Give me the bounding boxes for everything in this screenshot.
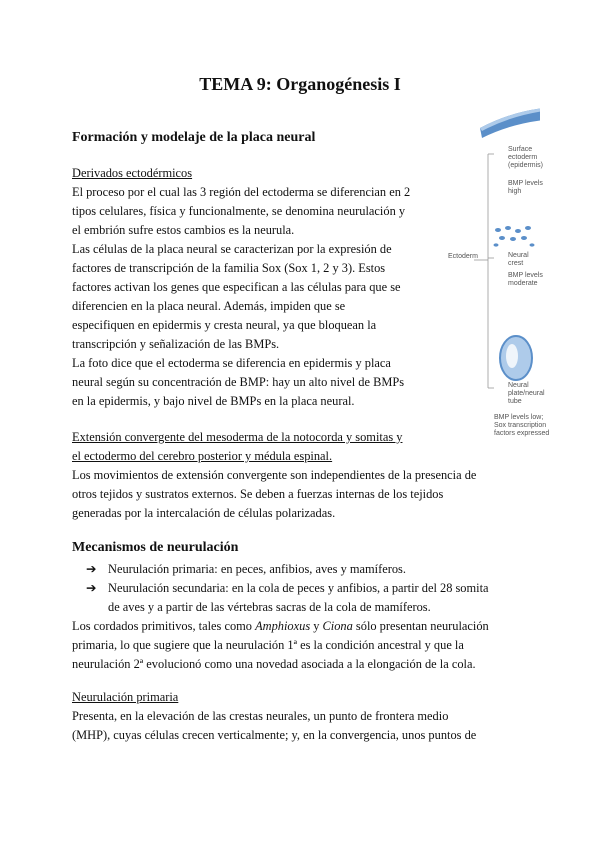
para-line [72,617,489,636]
label-line: moderate [508,280,538,287]
label-neural-crest [508,252,529,268]
para-line: Presenta, en la elevación de las crestas neurales, un punto de frontera medio [72,709,449,723]
section-heading-placa-neural: Formación y modelaje de la placa neural [72,130,316,145]
para-line: otros tejidos y sustratos externos. Se deben a fuerzas internas de los tejidos [72,487,444,501]
label-line: (epidermis) [508,162,544,169]
paragraph-extension [72,466,476,523]
para-line: (MHP), cuyas células crecen verticalmente; y, en la convergencia, unos puntos de [72,728,477,742]
label-line: ectoderm [508,154,538,161]
para-line: transcripción y señalización de las BMPs. [72,337,280,351]
paragraph-neurulacion-primaria [72,707,476,745]
subheading-extension-line: el ectodermo del cerebro posterior y médula espinal. [72,449,333,463]
para-line: generadas por la intercalación de células polarizadas. [72,506,336,520]
label-line: BMP levels [508,272,543,279]
label-ectoderm: Ectoderm [448,253,478,260]
taxon-ciona: Ciona [322,619,353,633]
para-line: especifiquen en epidermis y cresta neural, ya que bloquean la [72,318,377,332]
label-line: crest [508,260,524,267]
para-line: neural según su concentración de BMP: hay un alto nivel de BMPs [72,375,405,389]
paragraph-cordados [72,617,489,674]
para-text: Los cordados primitivos, tales como [72,619,256,633]
bullet-secundaria: Neurulación secundaria: en la cola de peces y anfibios, a partir del 28 somita [108,581,489,595]
subheading-derivados [72,164,192,183]
para-line: el embrión sufre estos cambios es la neurula. [72,223,295,237]
para-line: El proceso por el cual las 3 región del ectoderma se diferencian en 2 [72,185,411,199]
subheading-neurulacion-primaria-text: Neurulación primaria [72,690,179,704]
label-line: BMP levels [508,180,543,187]
subheading-neurulacion-primaria [72,688,178,707]
label-line: tube [508,398,522,405]
label-line: Surface [508,146,533,153]
taxon-amphioxus: Amphioxus [255,619,311,633]
label-bmp-low [494,414,549,438]
para-line: diferencien en la placa neural. Además, impiden que se [72,299,346,313]
section-heading-mecanismos: Mecanismos de neurulación [72,540,239,555]
subheading-extension [72,428,402,466]
para-line: factores de transcripción de la familia Sox (Sox 1, 2 y 3). Estos [72,261,386,275]
para-line: Las células de la placa neural se caracterizan por la expresión de [72,242,392,256]
para-line: tipos celulares, física y funcionalmente, se denomina neurulación y [72,204,406,218]
label-bmp-high [508,180,543,196]
label-line: Sox transcription [494,422,547,429]
bullet-primaria: Neurulación primaria: en peces, anfibios, aves y mamíferos. [108,562,406,576]
label-surface-ectoderm [508,146,543,170]
label-line: Neural [508,382,529,389]
para-line: neurulación 2ª evolucionó como una novedad asociada a la elongación de la cola. [72,657,476,671]
para-line: La foto dice que el ectoderma se diferencia en epidermis y placa [72,356,391,370]
label-neural-plate [508,382,545,406]
label-line: plate/neural [508,390,545,397]
para-text: y [310,619,323,633]
para-text: sólo presentan neurulación [352,619,489,633]
para-line: primaria, lo que sugiere que la neurulación 1ª es la condición ancestral y que la [72,638,464,652]
neural-crest-cells [494,226,535,247]
label-line: factors expressed [494,430,550,437]
bullet-secundaria-cont: de aves y a partir de las vértebras sacras de la cola de mamíferos. [108,600,431,614]
label-line: BMP levels low; [494,414,544,421]
page-title: TEMA 9: Organogénesis I [199,74,401,94]
label-line: Neural [508,252,529,259]
label-line: high [508,188,522,195]
arrow-bullet-icon: ➔ [86,562,97,576]
paragraph-derivados [72,183,410,411]
para-line: factores activan los genes que especifican a las células para que se [72,280,401,294]
para-line: en la epidermis, y bajo nivel de BMPs en la placa neural. [72,394,355,408]
arrow-bullet-icon: ➔ [86,581,97,595]
subheading-extension-line: Extensión convergente del mesoderma de la notocorda y somitas y [72,430,403,444]
label-bmp-moderate [508,272,543,288]
neural-tube-lumen [506,344,518,368]
subheading-derivados-text: Derivados ectodérmicos [72,166,193,180]
para-line: Los movimientos de extensión convergente son independientes de la presencia de [72,468,477,482]
